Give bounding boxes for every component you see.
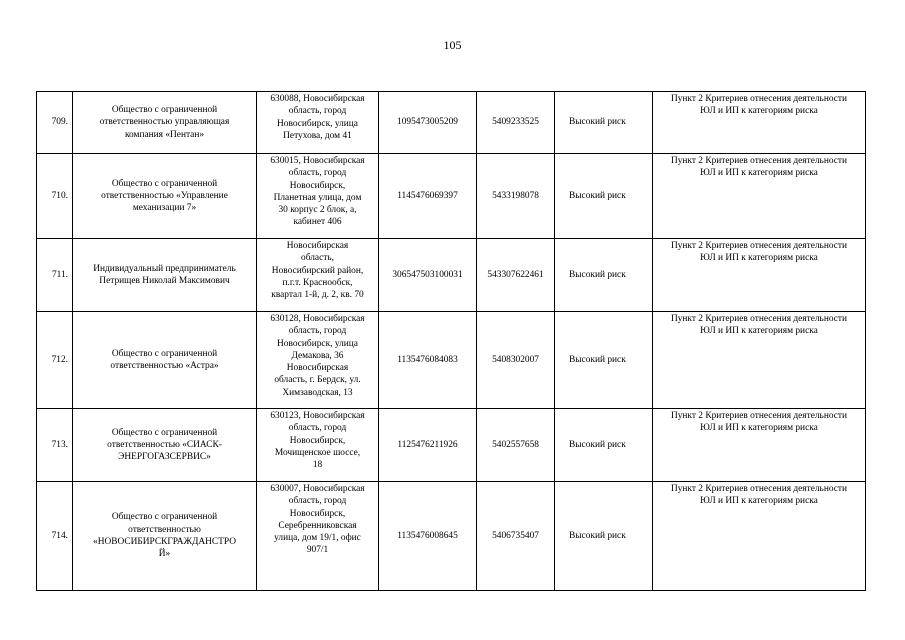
risk-basis: Пункт 2 Критериев отнесения деятельности ЮЛ и ИП к категориям риска bbox=[653, 482, 866, 591]
organization-name: Общество с ограниченной ответственностью «НОВОСИБИРСКГРАЖДАНСТРО Й» bbox=[73, 482, 257, 591]
row-number: 713. bbox=[37, 409, 73, 482]
inn-value: 543307622461 bbox=[477, 239, 555, 312]
row-number: 714. bbox=[37, 482, 73, 591]
risk-basis: Пункт 2 Критериев отнесения деятельности ЮЛ и ИП к категориям риска bbox=[653, 312, 866, 409]
ogrn-value: 1135476084083 bbox=[379, 312, 477, 409]
risk-basis: Пункт 2 Критериев отнесения деятельности ЮЛ и ИП к категориям риска bbox=[653, 92, 866, 154]
organization-address: 630015, Новосибирская область, город Новосибирск, Планетная улица, дом 30 корпус 2 блок, а, кабинет 406 bbox=[257, 154, 379, 239]
table-row bbox=[37, 409, 866, 482]
risk-category: Высокий риск bbox=[555, 154, 653, 239]
row-number: 711. bbox=[37, 239, 73, 312]
inn-value: 5402557658 bbox=[477, 409, 555, 482]
organization-address: Новосибирская область, Новосибирский район, п.г.т. Краснообск, квартал 1-й, д. 2, кв. 70 bbox=[257, 239, 379, 312]
table-row bbox=[37, 154, 866, 239]
table-row bbox=[37, 239, 866, 312]
ogrn-value: 1095473005209 bbox=[379, 92, 477, 154]
registry-table bbox=[36, 91, 866, 591]
ogrn-value: 1125476211926 bbox=[379, 409, 477, 482]
risk-basis: Пункт 2 Критериев отнесения деятельности ЮЛ и ИП к категориям риска bbox=[653, 409, 866, 482]
row-number: 712. bbox=[37, 312, 73, 409]
row-number: 709. bbox=[37, 92, 73, 154]
risk-basis: Пункт 2 Критериев отнесения деятельности ЮЛ и ИП к категориям риска bbox=[653, 154, 866, 239]
table-row bbox=[37, 92, 866, 154]
inn-value: 5409233525 bbox=[477, 92, 555, 154]
organization-address: 630128, Новосибирская область, город Новосибирск, улица Демакова, 36 Новосибирская область, г. Бердск, ул. Химзаводская, 13 bbox=[257, 312, 379, 409]
risk-basis: Пункт 2 Критериев отнесения деятельности ЮЛ и ИП к категориям риска bbox=[653, 239, 866, 312]
risk-category: Высокий риск bbox=[555, 92, 653, 154]
inn-value: 5433198078 bbox=[477, 154, 555, 239]
row-number: 710. bbox=[37, 154, 73, 239]
ogrn-value: 1135476008645 bbox=[379, 482, 477, 591]
risk-category: Высокий риск bbox=[555, 482, 653, 591]
risk-category: Высокий риск bbox=[555, 312, 653, 409]
page-number: 105 bbox=[443, 38, 462, 52]
ogrn-value: 306547503100031 bbox=[379, 239, 477, 312]
table-row bbox=[37, 312, 866, 409]
organization-address: 630007, Новосибирская область, город Новосибирск, Серебренниковская улица, дом 19/1, офис 907/1 bbox=[257, 482, 379, 591]
organization-address: 630088, Новосибирская область, город Новосибирск, улица Петухова, дом 41 bbox=[257, 92, 379, 154]
organization-name: Общество с ограниченной ответственностью управляющая компания «Пентан» bbox=[73, 92, 257, 154]
organization-name: Общество с ограниченной ответственностью «СИАСК- ЭНЕРГОГАЗСЕРВИС» bbox=[73, 409, 257, 482]
table-row bbox=[37, 482, 866, 591]
risk-category: Высокий риск bbox=[555, 409, 653, 482]
organization-name: Индивидуальный предприниматель Петрищев Николай Максимович bbox=[73, 239, 257, 312]
inn-value: 5406735407 bbox=[477, 482, 555, 591]
ogrn-value: 1145476069397 bbox=[379, 154, 477, 239]
organization-name: Общество с ограниченной ответственностью «Астра» bbox=[73, 312, 257, 409]
inn-value: 5408302007 bbox=[477, 312, 555, 409]
risk-category: Высокий риск bbox=[555, 239, 653, 312]
organization-address: 630123, Новосибирская область, город Новосибирск, Мочищенское шоссе, 18 bbox=[257, 409, 379, 482]
organization-name: Общество с ограниченной ответственностью «Управление механизации 7» bbox=[73, 154, 257, 239]
